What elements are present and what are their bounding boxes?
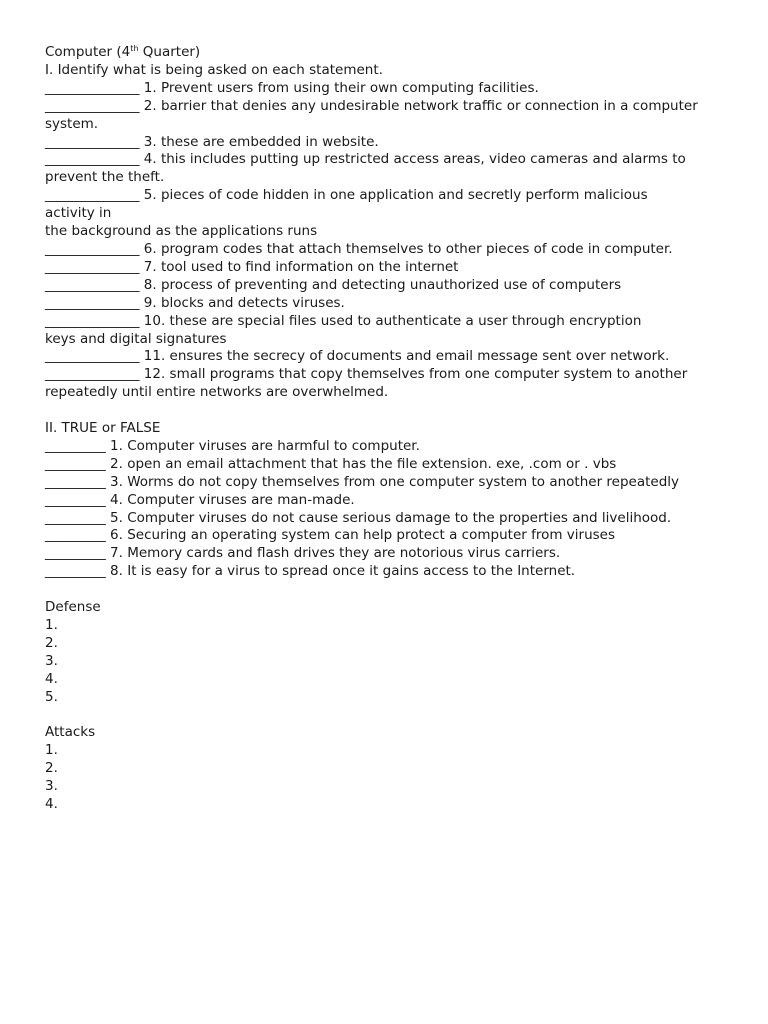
part1-line: ______________ 7. tool used to find information on the internet <box>45 258 459 275</box>
part1-line: ______________ 4. this includes putting up restricted access areas, video cameras and alarms to <box>45 151 686 168</box>
part1-line: ______________ 5. pieces of code hidden in one application and secretly perform malicious <box>45 187 648 204</box>
part1-line: repeatedly until entire networks are overwhelmed. <box>45 384 389 401</box>
attacks-item: 4. <box>45 796 58 813</box>
part2-line: _________ 6. Securing an operating system can help protect a computer from viruses <box>45 527 616 544</box>
defense-list <box>45 617 735 707</box>
part1-line: ______________ 2. barrier that denies any undesirable network traffic or connection in a computer <box>45 97 698 114</box>
part2-line: _________ 1. Computer viruses are harmful to computer. <box>45 437 420 454</box>
part2-line: _________ 2. open an email attachment that has the file extension. exe, .com or . vbs <box>45 455 617 472</box>
attacks-item: 2. <box>45 760 58 777</box>
part1-line: ______________ 6. program codes that attach themselves to other pieces of code in computer. <box>45 240 673 257</box>
attacks-heading: Attacks <box>45 724 96 741</box>
part2-line: _________ 7. Memory cards and flash drives they are notorious virus carriers. <box>45 545 561 562</box>
part2-list <box>45 438 735 581</box>
attacks-item: 1. <box>45 742 58 759</box>
section-spacer <box>45 707 735 725</box>
attacks-item: 3. <box>45 778 58 795</box>
defense-heading: Defense <box>45 599 101 616</box>
title-superscript: th <box>130 44 139 53</box>
part1-line: the background as the applications runs <box>45 223 318 240</box>
defense-item: 3. <box>45 652 58 669</box>
part2-line: _________ 3. Worms do not copy themselves from one computer system to another repeatedly <box>45 473 680 490</box>
part1-line: ______________ 8. process of preventing and detecting unauthorized use of computers <box>45 276 622 293</box>
defense-item: 2. <box>45 634 58 651</box>
part1-line: ______________ 11. ensures the secrecy of documents and email message sent over network. <box>45 348 670 365</box>
part1-list <box>45 80 735 402</box>
defense-item: 4. <box>45 670 58 687</box>
part2-line: _________ 4. Computer viruses are man-made. <box>45 491 355 508</box>
part1-line: prevent the theft. <box>45 169 165 186</box>
part2-line: _________ 5. Computer viruses do not cause serious damage to the properties and livelihood. <box>45 509 672 526</box>
defense-item: 5. <box>45 688 58 705</box>
part2-line: _________ 8. It is easy for a virus to spread once it gains access to the Internet. <box>45 563 576 580</box>
part1-line: ______________ 9. blocks and detects viruses. <box>45 294 345 311</box>
page-title <box>45 44 735 62</box>
part1-line: ______________ 10. these are special files used to authenticate a user through encryption <box>45 312 642 329</box>
part1-line: keys and digital signatures <box>45 330 227 347</box>
attacks-list <box>45 742 735 814</box>
part1-line: activity in <box>45 205 112 222</box>
part1-line: ______________ 12. small programs that copy themselves from one computer system to another <box>45 366 688 383</box>
title-prefix: Computer (4 <box>45 44 131 60</box>
title-suffix: Quarter) <box>138 44 201 60</box>
defense-item: 1. <box>45 616 58 633</box>
worksheet-page <box>45 44 735 814</box>
section-spacer <box>45 581 735 599</box>
part1-line: ______________ 3. these are embedded in website. <box>45 133 379 150</box>
section-spacer <box>45 402 735 420</box>
part1-line: ______________ 1. Prevent users from using their own computing facilities. <box>45 79 539 96</box>
part1-heading: I. Identify what is being asked on each statement. <box>45 61 383 78</box>
part1-line: system. <box>45 115 99 132</box>
part2-heading: II. TRUE or FALSE <box>45 420 161 437</box>
